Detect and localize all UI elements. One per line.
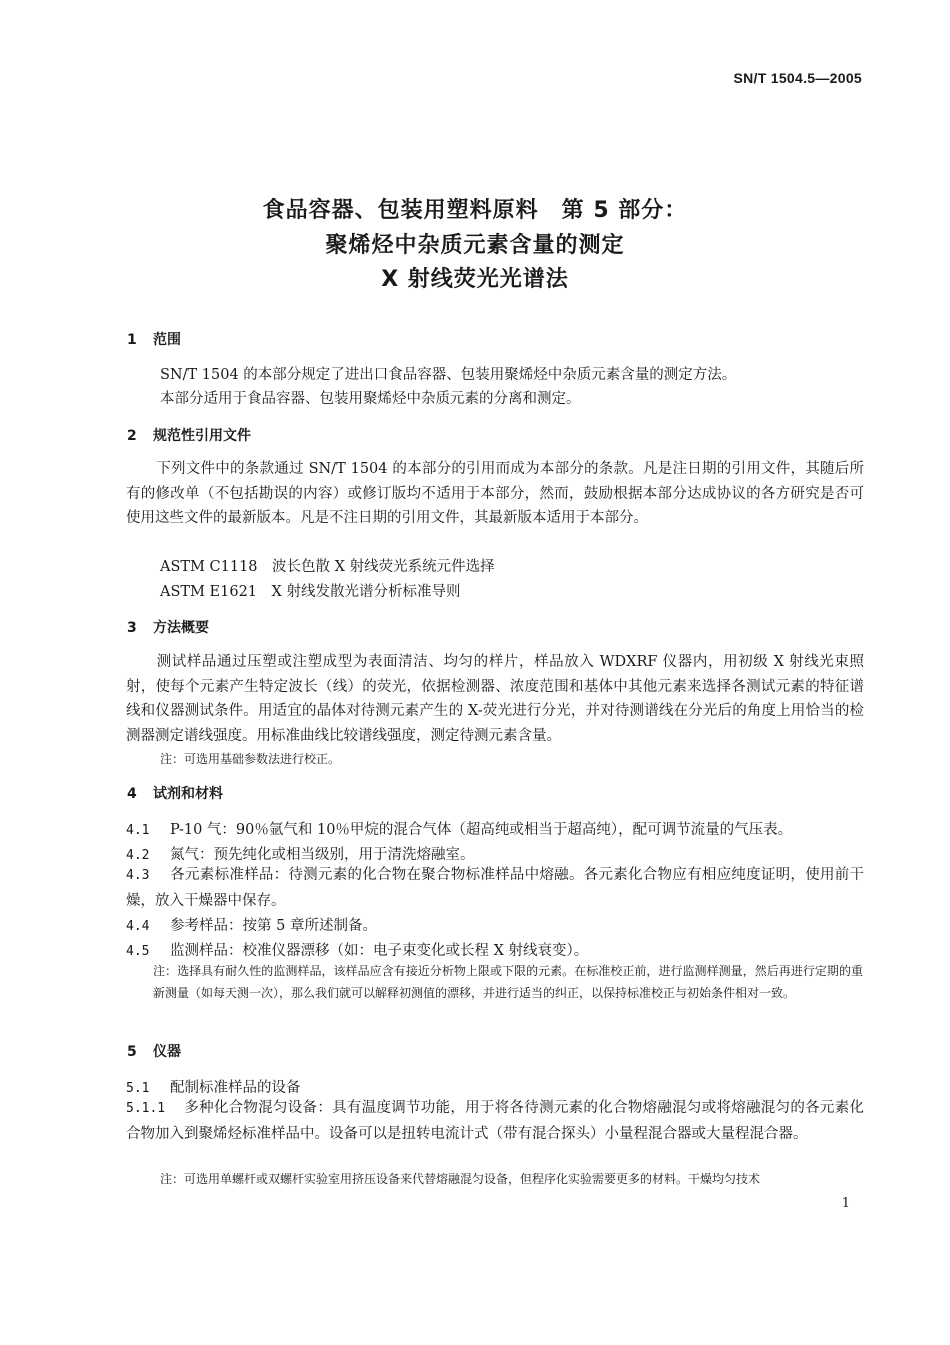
section-3-heading xyxy=(127,617,209,637)
clause-4-2 xyxy=(126,843,475,864)
section-title: 规范性引用文件 xyxy=(153,428,251,444)
section-number: 4 xyxy=(127,786,137,802)
clause-number: 5.1 xyxy=(126,1081,150,1096)
clause-number: 4.5 xyxy=(126,944,150,959)
reference-astm-e1621: ASTM E1621 X 射线发散光谱分析标准导则 xyxy=(160,584,461,600)
clause-number: 4.4 xyxy=(126,919,150,934)
clause-text: 多种化合物混匀设备：具有温度调节功能，用于将各待测元素的化合物熔融混匀或将熔融混匀的各元素化合物加入到聚烯烃标准样品中。设备可以是扭转电流计式（带有混合探头）小量程混合器或大量程混合器。 xyxy=(126,1100,864,1142)
section-number: 2 xyxy=(127,428,137,444)
page-number: 1 xyxy=(841,1196,850,1211)
clause-text: 配制标准样品的设备 xyxy=(170,1080,301,1096)
section-title: 试剂和材料 xyxy=(153,786,223,802)
clause-number: 4.2 xyxy=(126,848,150,863)
section-2-heading xyxy=(127,425,251,445)
section-1-paragraph-2: 本部分适用于食品容器、包装用聚烯烃中杂质元素的分离和测定。 xyxy=(160,391,581,407)
doc-title-line3: X 射线荧光光谱法 xyxy=(381,267,569,292)
clause-5-1-1 xyxy=(126,1096,864,1146)
clause-4-3 xyxy=(126,863,864,913)
clause-number: 4.1 xyxy=(126,823,150,838)
section-number: 1 xyxy=(127,332,137,348)
section-2-paragraph xyxy=(126,457,864,531)
clause-text: P-10 气：90％氩气和 10％甲烷的混合气体（超高纯或相当于超高纯），配可调节流量的气压表。 xyxy=(170,822,793,838)
clause-4-1 xyxy=(126,818,792,839)
clause-text: 参考样品：按第 5 章所述制备。 xyxy=(170,918,377,934)
clause-4-5 xyxy=(126,939,588,960)
doc-title-line1: 食品容器、包装用塑料原料 第 5 部分： xyxy=(262,198,688,223)
section-title: 范围 xyxy=(153,332,181,348)
clause-text: 监测样品：校准仪器漂移（如：电子束变化或长程 X 射线衰变）。 xyxy=(170,943,589,959)
section-5-heading xyxy=(127,1041,181,1061)
section-2-paragraph-text: 下列文件中的条款通过 SN/T 1504 的本部分的引用而成为本部分的条款。凡是注日期的引用文件，其随后所有的修改单（不包括勘误的内容）或修订版均不适用于本部分，然而，鼓励根据本部分达成协议的各方研究是否可使用这些文件的最新版本。凡是不注日期的引用文件，其最新版本适用于本部分。 xyxy=(126,461,864,526)
clause-5-1 xyxy=(126,1076,301,1097)
section-3-note: 注：可选用基础参数法进行校正。 xyxy=(160,752,341,766)
clause-number: 5.1.1 xyxy=(126,1101,166,1116)
section-number: 3 xyxy=(127,620,137,636)
section-3-paragraph-text: 测试样品通过压塑或注塑成型为表面清洁、均匀的样片，样品放入 WDXRF 仪器内，用初级 X 射线光束照射，使每个元素产生特定波长（线）的荧光，依据检测器、浓度范围和基体中其他元素来选择各测试元素的特征谱线和仪器测试条件。用适宜的晶体对待测元素产生的 X-荧光进行分光，并对待测谱线在分光后的角度上用恰当的检测器测定谱线强度。用标准曲线比较谱线强度，测定待测元素含量。 xyxy=(126,654,864,744)
section-1-heading xyxy=(127,329,181,349)
section-5-note: 注：可选用单螺杆或双螺杆实验室用挤压设备来代替熔融混匀设备，但程序化实验需要更多的材料。干燥均匀技术 xyxy=(160,1172,761,1186)
section-1-paragraph-1: SN/T 1504 的本部分规定了进出口食品容器、包装用聚烯烃中杂质元素含量的测定方法。 xyxy=(160,367,737,383)
section-4-note: 注：选择具有耐久性的监测样品，该样品应含有接近分析物上限或下限的元素。在标准校正前，进行监测样测量，然后再进行定期的重新测量（如每天测一次），那么我们就可以解释初测值的漂移，并进行适当的纠正，以保持标准校正与初始条件相对一致。 xyxy=(153,964,863,1000)
reference-astm-c1118: ASTM C1118 波长色散 X 射线荧光系统元件选择 xyxy=(160,559,495,575)
clause-text: 氮气：预先纯化或相当级别，用于清洗熔融室。 xyxy=(170,847,475,863)
clause-text: 各元素标准样品：待测元素的化合物在聚合物标准样品中熔融。各元素化合物应有相应纯度证明，使用前干燥，放入干燥器中保存。 xyxy=(126,867,864,909)
clause-number: 4.3 xyxy=(126,868,150,883)
section-4-heading xyxy=(127,783,223,803)
doc-title-line2: 聚烯烃中杂质元素含量的测定 xyxy=(325,233,625,258)
clause-4-4 xyxy=(126,914,377,935)
section-title: 方法概要 xyxy=(153,620,209,636)
standard-id: SN/T 1504.5—2005 xyxy=(733,70,862,86)
section-number: 5 xyxy=(127,1044,137,1060)
section-3-paragraph xyxy=(126,650,864,748)
section-title: 仪器 xyxy=(153,1044,181,1060)
